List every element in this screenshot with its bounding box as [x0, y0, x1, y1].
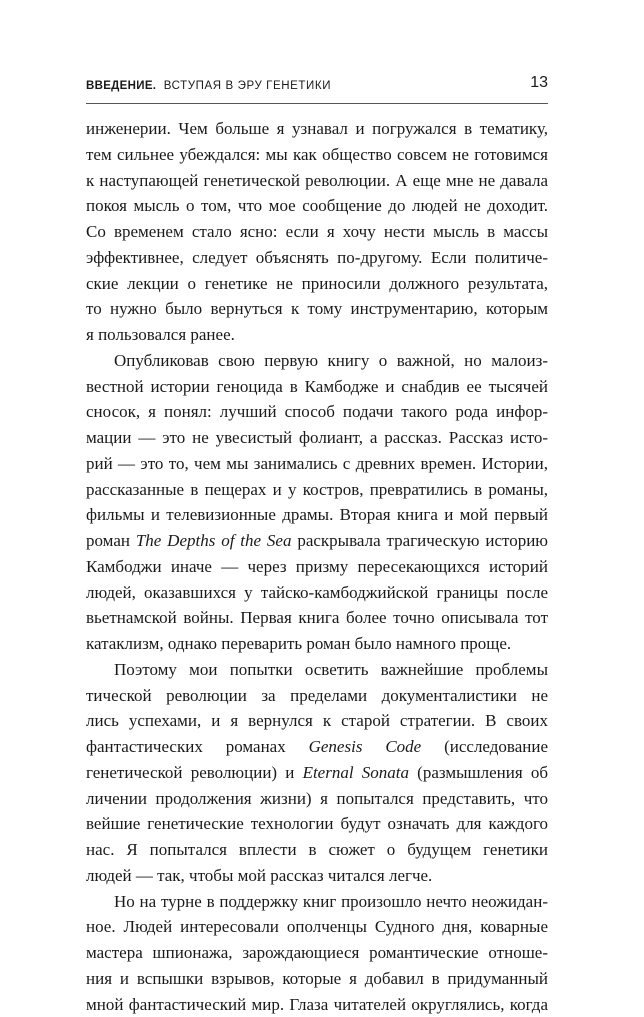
text-line: ские лекции о генетике не приносили должного результата, [86, 271, 548, 297]
text-line-mixed [86, 760, 548, 786]
book-title-depths: The Depths of the Sea [136, 531, 292, 550]
text-line: людей, оказавшихся у тайско-камбоджийской границы после [86, 580, 548, 606]
text-line: покоя мысль о том, что мое сообщение до людей не доходит. [86, 193, 548, 219]
paragraph-3 [86, 657, 548, 889]
header-rule [86, 103, 548, 104]
paragraph-1 [86, 116, 548, 348]
text-line: мации — это не увесистый фолиант, а рассказ. Рассказ исто- [86, 425, 548, 451]
text-line: вейшие генетические технологии будут означать для каждого [86, 811, 548, 837]
text-segment: генетической революции) и [86, 763, 303, 782]
text-line: личении продолжения жизни) я попытался представить, что [86, 786, 548, 812]
book-title-genesis: Genesis Code [309, 737, 422, 756]
text-line: лись успехами, и я вернулся к старой стратегии. В своих [86, 708, 548, 734]
text-line: рий — это то, чем мы занимались с древних времен. Истории, [86, 451, 548, 477]
text-line: нас. Я попытался вплести в сюжет о будущем генетики [86, 837, 548, 863]
text-line: вестной истории геноцида в Камбодже и снабдив ее тысячей [86, 374, 548, 400]
running-head [86, 76, 548, 98]
text-line: сносок, я понял: лучший способ подачи такого рода инфор- [86, 399, 548, 425]
text-segment: роман [86, 531, 136, 550]
text-line: инженерии. Чем больше я узнавал и погружался в тематику, [86, 116, 548, 142]
text-segment: (исследование [86, 737, 548, 760]
text-line: эффективнее, следует объяснять по-другому. Если политиче- [86, 245, 548, 271]
body-text [86, 116, 548, 1017]
text-line: катаклизм, однако переварить роман было намного проще. [86, 631, 548, 657]
text-line: мной фантастический мир. Глаза читателей округлялись, когда [86, 992, 548, 1017]
text-line: вьетнамской войны. Первая книга более точно описывала тот [86, 605, 548, 631]
text-line-mixed [86, 734, 548, 760]
text-line: ное. Людей интересовали ополченцы Судного дня, коварные [86, 914, 548, 940]
page-number: 13 [530, 74, 548, 92]
paragraph-2 [86, 348, 548, 657]
text-line: тем сильнее убеждался: мы как общество совсем не готовимся [86, 142, 548, 168]
text-line: рассказанные в пещерах и у костров, превратились в романы, [86, 477, 548, 503]
text-line: Со временем стало ясно: если я хочу нести мысль в массы [86, 219, 548, 245]
paragraph-4 [86, 889, 548, 1017]
text-line: Опубликовав свою первую книгу о важной, но малоиз- [86, 348, 548, 374]
text-line: тической революции за пределами документалистики не [86, 683, 548, 709]
text-line: Камбоджи иначе — через призму пересекающихся историй [86, 554, 548, 580]
text-line: то нужно было вернуться к тому инструментарию, которым [86, 296, 548, 322]
text-line: фильмы и телевизионные драмы. Вторая книга и мой первый [86, 502, 548, 528]
text-line: людей — так, чтобы мой рассказ читался легче. [86, 863, 548, 889]
section-label: ВВЕДЕНИЕ. [86, 80, 156, 92]
text-line: Поэтому мои попытки осветить важнейшие проблемы [86, 657, 548, 683]
text-segment: раскрывала трагическую историю [297, 531, 548, 550]
text-line: Но на турне в поддержку книг произошло нечто неожидан- [86, 889, 548, 915]
text-segment: (размышления об [86, 763, 548, 786]
chapter-title: ВСТУПАЯ В ЭРУ ГЕНЕТИКИ [164, 80, 331, 92]
text-segment: фантастических романах [86, 737, 309, 756]
text-line: мастера шпионажа, зарождающиеся романтические отноше- [86, 940, 548, 966]
text-line: ния и вспышки взрывов, которые я добавил в придуманный [86, 966, 548, 992]
text-line-mixed [86, 528, 548, 554]
text-line: я пользовался ранее. [86, 322, 548, 348]
book-title-sonata: Eternal Sonata [303, 763, 409, 782]
text-line: к наступающей генетической революции. А еще мне не давала [86, 168, 548, 194]
